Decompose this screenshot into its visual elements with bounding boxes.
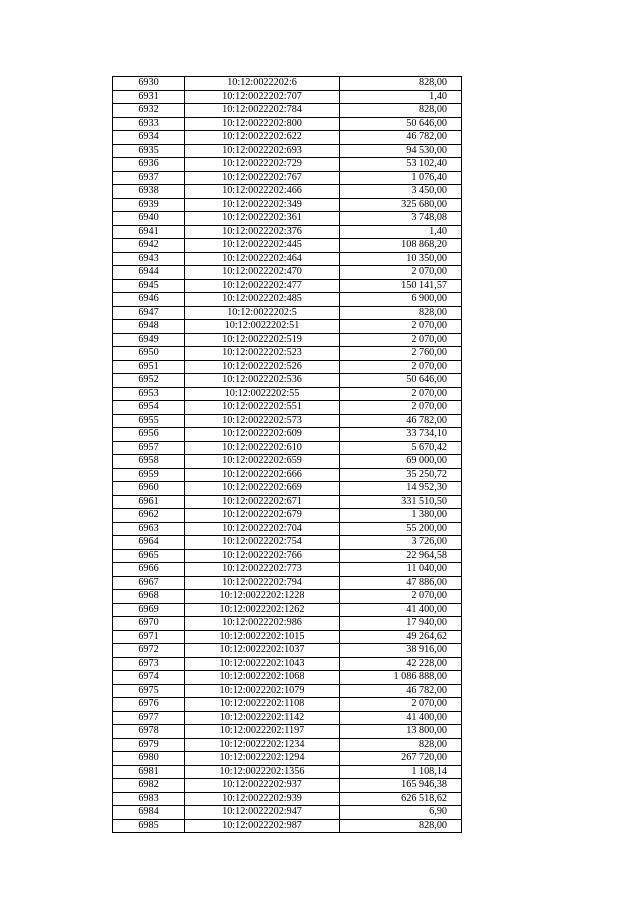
row-number-cell: 6930 [113,77,185,91]
row-number-cell: 6931 [113,90,185,104]
table-body [113,77,462,833]
row-number-cell: 6940 [113,212,185,226]
value-cell: 1,40 [340,225,462,239]
table-row [113,293,462,307]
value-cell: 2 070,00 [340,387,462,401]
cadastral-number-cell: 10:12:0022202:937 [185,779,340,793]
row-number-cell: 6974 [113,671,185,685]
cadastral-number-cell: 10:12:0022202:5 [185,306,340,320]
value-cell: 2 070,00 [340,698,462,712]
value-cell: 5 670,42 [340,441,462,455]
value-cell: 35 250,72 [340,468,462,482]
table-row [113,90,462,104]
value-cell: 165 946,38 [340,779,462,793]
value-cell: 38 916,00 [340,644,462,658]
table-row [113,725,462,739]
cadastral-number-cell: 10:12:0022202:679 [185,509,340,523]
cadastral-number-cell: 10:12:0022202:361 [185,212,340,226]
row-number-cell: 6938 [113,185,185,199]
value-cell: 6 900,00 [340,293,462,307]
row-number-cell: 6952 [113,374,185,388]
row-number-cell: 6969 [113,603,185,617]
table-row [113,117,462,131]
row-number-cell: 6963 [113,522,185,536]
table-row [113,279,462,293]
cadastral-number-cell: 10:12:0022202:1294 [185,752,340,766]
value-cell: 1 076,40 [340,171,462,185]
table-row [113,617,462,631]
table-row [113,644,462,658]
cadastral-number-cell: 10:12:0022202:610 [185,441,340,455]
row-number-cell: 6937 [113,171,185,185]
row-number-cell: 6972 [113,644,185,658]
row-number-cell: 6977 [113,711,185,725]
row-number-cell: 6960 [113,482,185,496]
value-cell: 69 000,00 [340,455,462,469]
cadastral-number-cell: 10:12:0022202:1015 [185,630,340,644]
table-row [113,819,462,833]
row-number-cell: 6936 [113,158,185,172]
table-row [113,441,462,455]
cadastral-number-cell: 10:12:0022202:1142 [185,711,340,725]
value-cell: 267 720,00 [340,752,462,766]
value-cell: 626 518,62 [340,792,462,806]
table-row [113,360,462,374]
cadastral-number-cell: 10:12:0022202:551 [185,401,340,415]
table-row [113,198,462,212]
cadastral-number-cell: 10:12:0022202:773 [185,563,340,577]
value-cell: 14 952,30 [340,482,462,496]
row-number-cell: 6951 [113,360,185,374]
row-number-cell: 6985 [113,819,185,833]
table-row [113,144,462,158]
table-row [113,738,462,752]
value-cell: 150 141,57 [340,279,462,293]
cadastral-number-cell: 10:12:0022202:526 [185,360,340,374]
cadastral-number-cell: 10:12:0022202:477 [185,279,340,293]
cadastral-number-cell: 10:12:0022202:536 [185,374,340,388]
value-cell: 828,00 [340,104,462,118]
row-number-cell: 6964 [113,536,185,550]
cadastral-number-cell: 10:12:0022202:1197 [185,725,340,739]
cadastral-number-cell: 10:12:0022202:6 [185,77,340,91]
value-cell: 1,40 [340,90,462,104]
value-cell: 46 782,00 [340,131,462,145]
table-row [113,455,462,469]
row-number-cell: 6953 [113,387,185,401]
value-cell: 3 726,00 [340,536,462,550]
cadastral-number-cell: 10:12:0022202:1356 [185,765,340,779]
row-number-cell: 6965 [113,549,185,563]
value-cell: 828,00 [340,738,462,752]
value-cell: 1 086 888,00 [340,671,462,685]
table-row [113,239,462,253]
table-row [113,306,462,320]
value-cell: 6,90 [340,806,462,820]
table-row [113,603,462,617]
cadastral-number-cell: 10:12:0022202:986 [185,617,340,631]
row-number-cell: 6970 [113,617,185,631]
value-cell: 47 886,00 [340,576,462,590]
row-number-cell: 6944 [113,266,185,280]
table-row [113,171,462,185]
value-cell: 1 108,14 [340,765,462,779]
value-cell: 325 680,00 [340,198,462,212]
row-number-cell: 6945 [113,279,185,293]
row-number-cell: 6942 [113,239,185,253]
value-cell: 2 070,00 [340,360,462,374]
value-cell: 33 734,10 [340,428,462,442]
row-number-cell: 6961 [113,495,185,509]
value-cell: 55 200,00 [340,522,462,536]
table-row [113,549,462,563]
table-row [113,630,462,644]
value-cell: 3 450,00 [340,185,462,199]
cadastral-number-cell: 10:12:0022202:485 [185,293,340,307]
cadastral-number-cell: 10:12:0022202:987 [185,819,340,833]
cadastral-value-table [112,76,462,833]
cadastral-number-cell: 10:12:0022202:1262 [185,603,340,617]
row-number-cell: 6968 [113,590,185,604]
table-row [113,482,462,496]
row-number-cell: 6959 [113,468,185,482]
table-row [113,428,462,442]
table-row [113,212,462,226]
cadastral-number-cell: 10:12:0022202:1228 [185,590,340,604]
cadastral-number-cell: 10:12:0022202:669 [185,482,340,496]
table-row [113,77,462,91]
value-cell: 11 040,00 [340,563,462,577]
cadastral-number-cell: 10:12:0022202:470 [185,266,340,280]
row-number-cell: 6978 [113,725,185,739]
cadastral-number-cell: 10:12:0022202:704 [185,522,340,536]
value-cell: 10 350,00 [340,252,462,266]
cadastral-number-cell: 10:12:0022202:671 [185,495,340,509]
cadastral-number-cell: 10:12:0022202:659 [185,455,340,469]
row-number-cell: 6983 [113,792,185,806]
row-number-cell: 6934 [113,131,185,145]
table-row [113,684,462,698]
value-cell: 2 070,00 [340,590,462,604]
row-number-cell: 6932 [113,104,185,118]
value-cell: 2 760,00 [340,347,462,361]
table-row [113,374,462,388]
cadastral-number-cell: 10:12:0022202:464 [185,252,340,266]
value-cell: 41 400,00 [340,711,462,725]
row-number-cell: 6933 [113,117,185,131]
value-cell: 828,00 [340,77,462,91]
value-cell: 50 646,00 [340,374,462,388]
table-row [113,806,462,820]
row-number-cell: 6941 [113,225,185,239]
table-row [113,468,462,482]
cadastral-number-cell: 10:12:0022202:519 [185,333,340,347]
value-cell: 1 380,00 [340,509,462,523]
value-cell: 2 070,00 [340,401,462,415]
value-cell: 22 964,58 [340,549,462,563]
table-row [113,698,462,712]
row-number-cell: 6958 [113,455,185,469]
cadastral-number-cell: 10:12:0022202:754 [185,536,340,550]
value-cell: 17 940,00 [340,617,462,631]
table-row [113,252,462,266]
table-row [113,779,462,793]
cadastral-number-cell: 10:12:0022202:1234 [185,738,340,752]
value-cell: 331 510,50 [340,495,462,509]
table-row [113,320,462,334]
cadastral-number-cell: 10:12:0022202:1068 [185,671,340,685]
cadastral-number-cell: 10:12:0022202:1043 [185,657,340,671]
row-number-cell: 6956 [113,428,185,442]
row-number-cell: 6950 [113,347,185,361]
value-cell: 50 646,00 [340,117,462,131]
table-row [113,711,462,725]
value-cell: 94 530,00 [340,144,462,158]
cadastral-number-cell: 10:12:0022202:51 [185,320,340,334]
table-row [113,536,462,550]
cadastral-number-cell: 10:12:0022202:609 [185,428,340,442]
row-number-cell: 6967 [113,576,185,590]
table-row [113,347,462,361]
cadastral-number-cell: 10:12:0022202:622 [185,131,340,145]
row-number-cell: 6975 [113,684,185,698]
table-row [113,333,462,347]
value-cell: 3 748,08 [340,212,462,226]
table-row [113,752,462,766]
cadastral-number-cell: 10:12:0022202:800 [185,117,340,131]
table-row [113,590,462,604]
row-number-cell: 6939 [113,198,185,212]
value-cell: 41 400,00 [340,603,462,617]
row-number-cell: 6946 [113,293,185,307]
table-row [113,671,462,685]
cadastral-number-cell: 10:12:0022202:729 [185,158,340,172]
cadastral-number-cell: 10:12:0022202:1079 [185,684,340,698]
cadastral-number-cell: 10:12:0022202:794 [185,576,340,590]
row-number-cell: 6984 [113,806,185,820]
row-number-cell: 6981 [113,765,185,779]
table-row [113,131,462,145]
row-number-cell: 6948 [113,320,185,334]
row-number-cell: 6966 [113,563,185,577]
table-row [113,495,462,509]
row-number-cell: 6957 [113,441,185,455]
table-row [113,792,462,806]
row-number-cell: 6949 [113,333,185,347]
row-number-cell: 6947 [113,306,185,320]
value-cell: 108 868,20 [340,239,462,253]
table-row [113,401,462,415]
value-cell: 2 070,00 [340,320,462,334]
value-cell: 46 782,00 [340,414,462,428]
table-row [113,185,462,199]
cadastral-number-cell: 10:12:0022202:939 [185,792,340,806]
table-row [113,225,462,239]
cadastral-number-cell: 10:12:0022202:55 [185,387,340,401]
value-cell: 53 102,40 [340,158,462,172]
cadastral-number-cell: 10:12:0022202:349 [185,198,340,212]
table-row [113,266,462,280]
cadastral-number-cell: 10:12:0022202:1037 [185,644,340,658]
row-number-cell: 6973 [113,657,185,671]
value-cell: 828,00 [340,306,462,320]
cadastral-number-cell: 10:12:0022202:947 [185,806,340,820]
value-cell: 46 782,00 [340,684,462,698]
table-row [113,657,462,671]
cadastral-number-cell: 10:12:0022202:666 [185,468,340,482]
table-row [113,522,462,536]
row-number-cell: 6980 [113,752,185,766]
table-row [113,387,462,401]
table-row [113,576,462,590]
cadastral-number-cell: 10:12:0022202:1108 [185,698,340,712]
value-cell: 13 800,00 [340,725,462,739]
row-number-cell: 6943 [113,252,185,266]
value-cell: 828,00 [340,819,462,833]
value-cell: 49 264,62 [340,630,462,644]
cadastral-number-cell: 10:12:0022202:784 [185,104,340,118]
cadastral-number-cell: 10:12:0022202:767 [185,171,340,185]
row-number-cell: 6979 [113,738,185,752]
cadastral-number-cell: 10:12:0022202:707 [185,90,340,104]
value-cell: 42 228,00 [340,657,462,671]
cadastral-number-cell: 10:12:0022202:573 [185,414,340,428]
cadastral-number-cell: 10:12:0022202:523 [185,347,340,361]
table-row [113,158,462,172]
row-number-cell: 6982 [113,779,185,793]
cadastral-number-cell: 10:12:0022202:766 [185,549,340,563]
row-number-cell: 6976 [113,698,185,712]
table-row [113,509,462,523]
cadastral-number-cell: 10:12:0022202:376 [185,225,340,239]
cadastral-number-cell: 10:12:0022202:466 [185,185,340,199]
row-number-cell: 6954 [113,401,185,415]
table-row [113,765,462,779]
table-row [113,563,462,577]
table-row [113,104,462,118]
row-number-cell: 6962 [113,509,185,523]
value-cell: 2 070,00 [340,333,462,347]
cadastral-number-cell: 10:12:0022202:693 [185,144,340,158]
table-row [113,414,462,428]
value-cell: 2 070,00 [340,266,462,280]
row-number-cell: 6955 [113,414,185,428]
cadastral-number-cell: 10:12:0022202:445 [185,239,340,253]
row-number-cell: 6935 [113,144,185,158]
row-number-cell: 6971 [113,630,185,644]
